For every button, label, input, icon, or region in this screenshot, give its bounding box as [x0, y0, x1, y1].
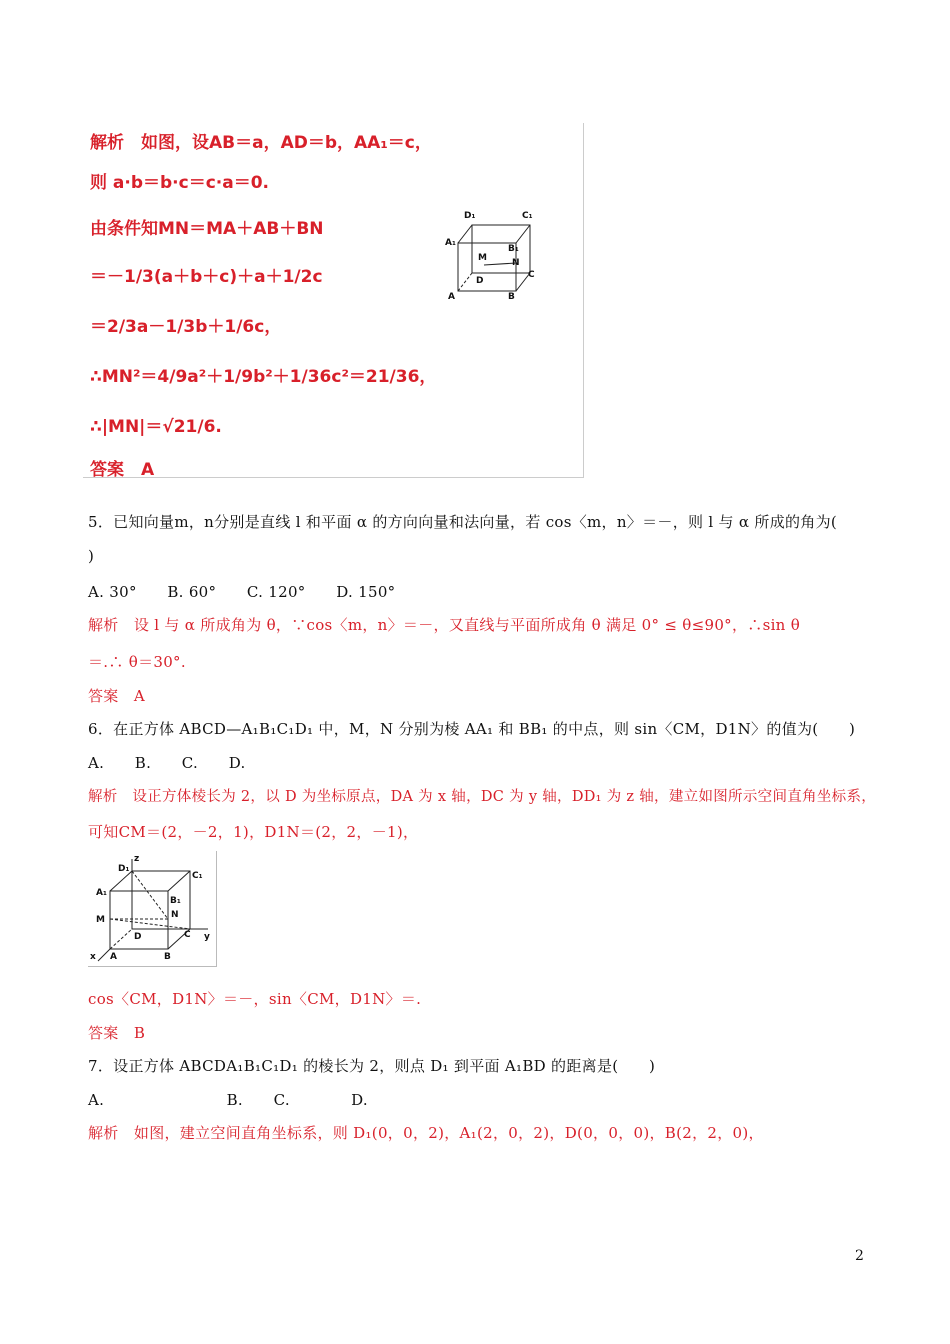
fig1-label-N: N: [512, 258, 520, 268]
fig1-label-A: A: [448, 292, 455, 302]
box-line-4: ＝－1/3(a＋b＋c)＋a＋1/2c: [90, 267, 323, 287]
box-line-1: 解析 如图，设AB＝a，AD＝b，AA₁＝c，: [90, 133, 432, 153]
fig1-label-A1: A₁: [445, 238, 456, 248]
fig2-label-A1: A₁: [96, 888, 107, 898]
q5-analysis-1: 解析 设 l 与 α 所成角为 θ，∵cos〈m，n〉＝－，又直线与平面所成角 θ 满足 0° ≤ θ≤90°，∴sin θ: [88, 616, 801, 634]
q5-answer: 答案 A: [88, 687, 146, 705]
page-number: 2: [855, 1248, 864, 1264]
q5-options: A. 30° B. 60° C. 120° D. 150°: [88, 583, 396, 601]
fig2-label-B: B: [164, 952, 171, 962]
fig2-label-D: D: [134, 932, 142, 942]
fig2-label-A: A: [110, 952, 117, 962]
q5-stem: 5．已知向量m，n分别是直线 l 和平面 α 的方向向量和法向量，若 cos〈m，n〉＝－，则 l 与 α 所成的角为(: [88, 513, 838, 531]
box-line-2: 则 a·b＝b·c＝c·a＝0.: [90, 173, 270, 193]
fig1-label-B: B: [508, 292, 515, 302]
q7-analysis: 解析 如图，建立空间直角坐标系，则 D₁(0，0，2)，A₁(2，0，2)，D(0，0，0)，B(2，2，0)，: [88, 1124, 764, 1142]
q6-analysis-2: 可知CM＝(2，－2，1)，D1N＝(2，2，－1)，: [88, 823, 419, 841]
box-line-5: ＝2/3a－1/3b＋1/6c，: [90, 317, 282, 337]
fig1-label-D: D: [476, 276, 484, 286]
cube-figure-2: [88, 851, 216, 966]
box-line-6: ∴MN²＝4/9a²＋1/9b²＋1/36c²＝21/36，: [90, 367, 437, 387]
fig1-label-M: M: [478, 253, 487, 263]
q7-stem: 7．设正方体 ABCDA₁B₁C₁D₁ 的棱长为 2，则点 D₁ 到平面 A₁BD 的距离是( ): [88, 1057, 656, 1075]
q6-stem: 6．在正方体 ABCD—A₁B₁C₁D₁ 中，M，N 分别为棱 AA₁ 和 BB₁ 的中点，则 sin〈CM，D1N〉的值为( ): [88, 720, 856, 738]
box-answer: 答案 A: [90, 460, 155, 480]
box-line-3: 由条件知MN＝MA＋AB＋BN: [90, 219, 324, 239]
fig1-label-B1: B₁: [508, 244, 519, 254]
q6-analysis-1: 解析 设正方体棱长为 2，以 D 为坐标原点，DA 为 x 轴，DC 为 y 轴，DD₁ 为 z 轴，建立如图所示空间直角坐标系，: [88, 789, 877, 805]
fig2-label-z: z: [134, 854, 140, 864]
cube-figure-1: [440, 205, 540, 305]
q6-options: A. B. C. D.: [88, 754, 246, 772]
q7-options: A. B. C. D.: [88, 1091, 368, 1109]
fig2-label-y: y: [204, 932, 210, 942]
fig2-label-C1: C₁: [192, 871, 203, 881]
fig2-label-D1: D₁: [118, 864, 130, 874]
box-line-7: ∴|MN|＝√21/6.: [90, 417, 222, 437]
q6-answer: 答案 B: [88, 1024, 146, 1042]
fig2-label-M: M: [96, 915, 105, 925]
fig2-label-C: C: [184, 930, 191, 940]
q6-result: cos〈CM，D1N〉＝－，sin〈CM，D1N〉＝.: [88, 990, 422, 1008]
q5-stem-cont: ): [88, 547, 95, 565]
fig1-label-C: C: [528, 270, 535, 280]
fig1-label-D1: D₁: [464, 211, 476, 221]
fig2-label-B1: B₁: [170, 896, 181, 906]
fig1-label-C1: C₁: [522, 211, 533, 221]
fig2-label-N: N: [171, 910, 179, 920]
q5-analysis-2: ＝.∴ θ＝30°.: [88, 653, 186, 671]
fig2-label-x: x: [90, 952, 96, 962]
